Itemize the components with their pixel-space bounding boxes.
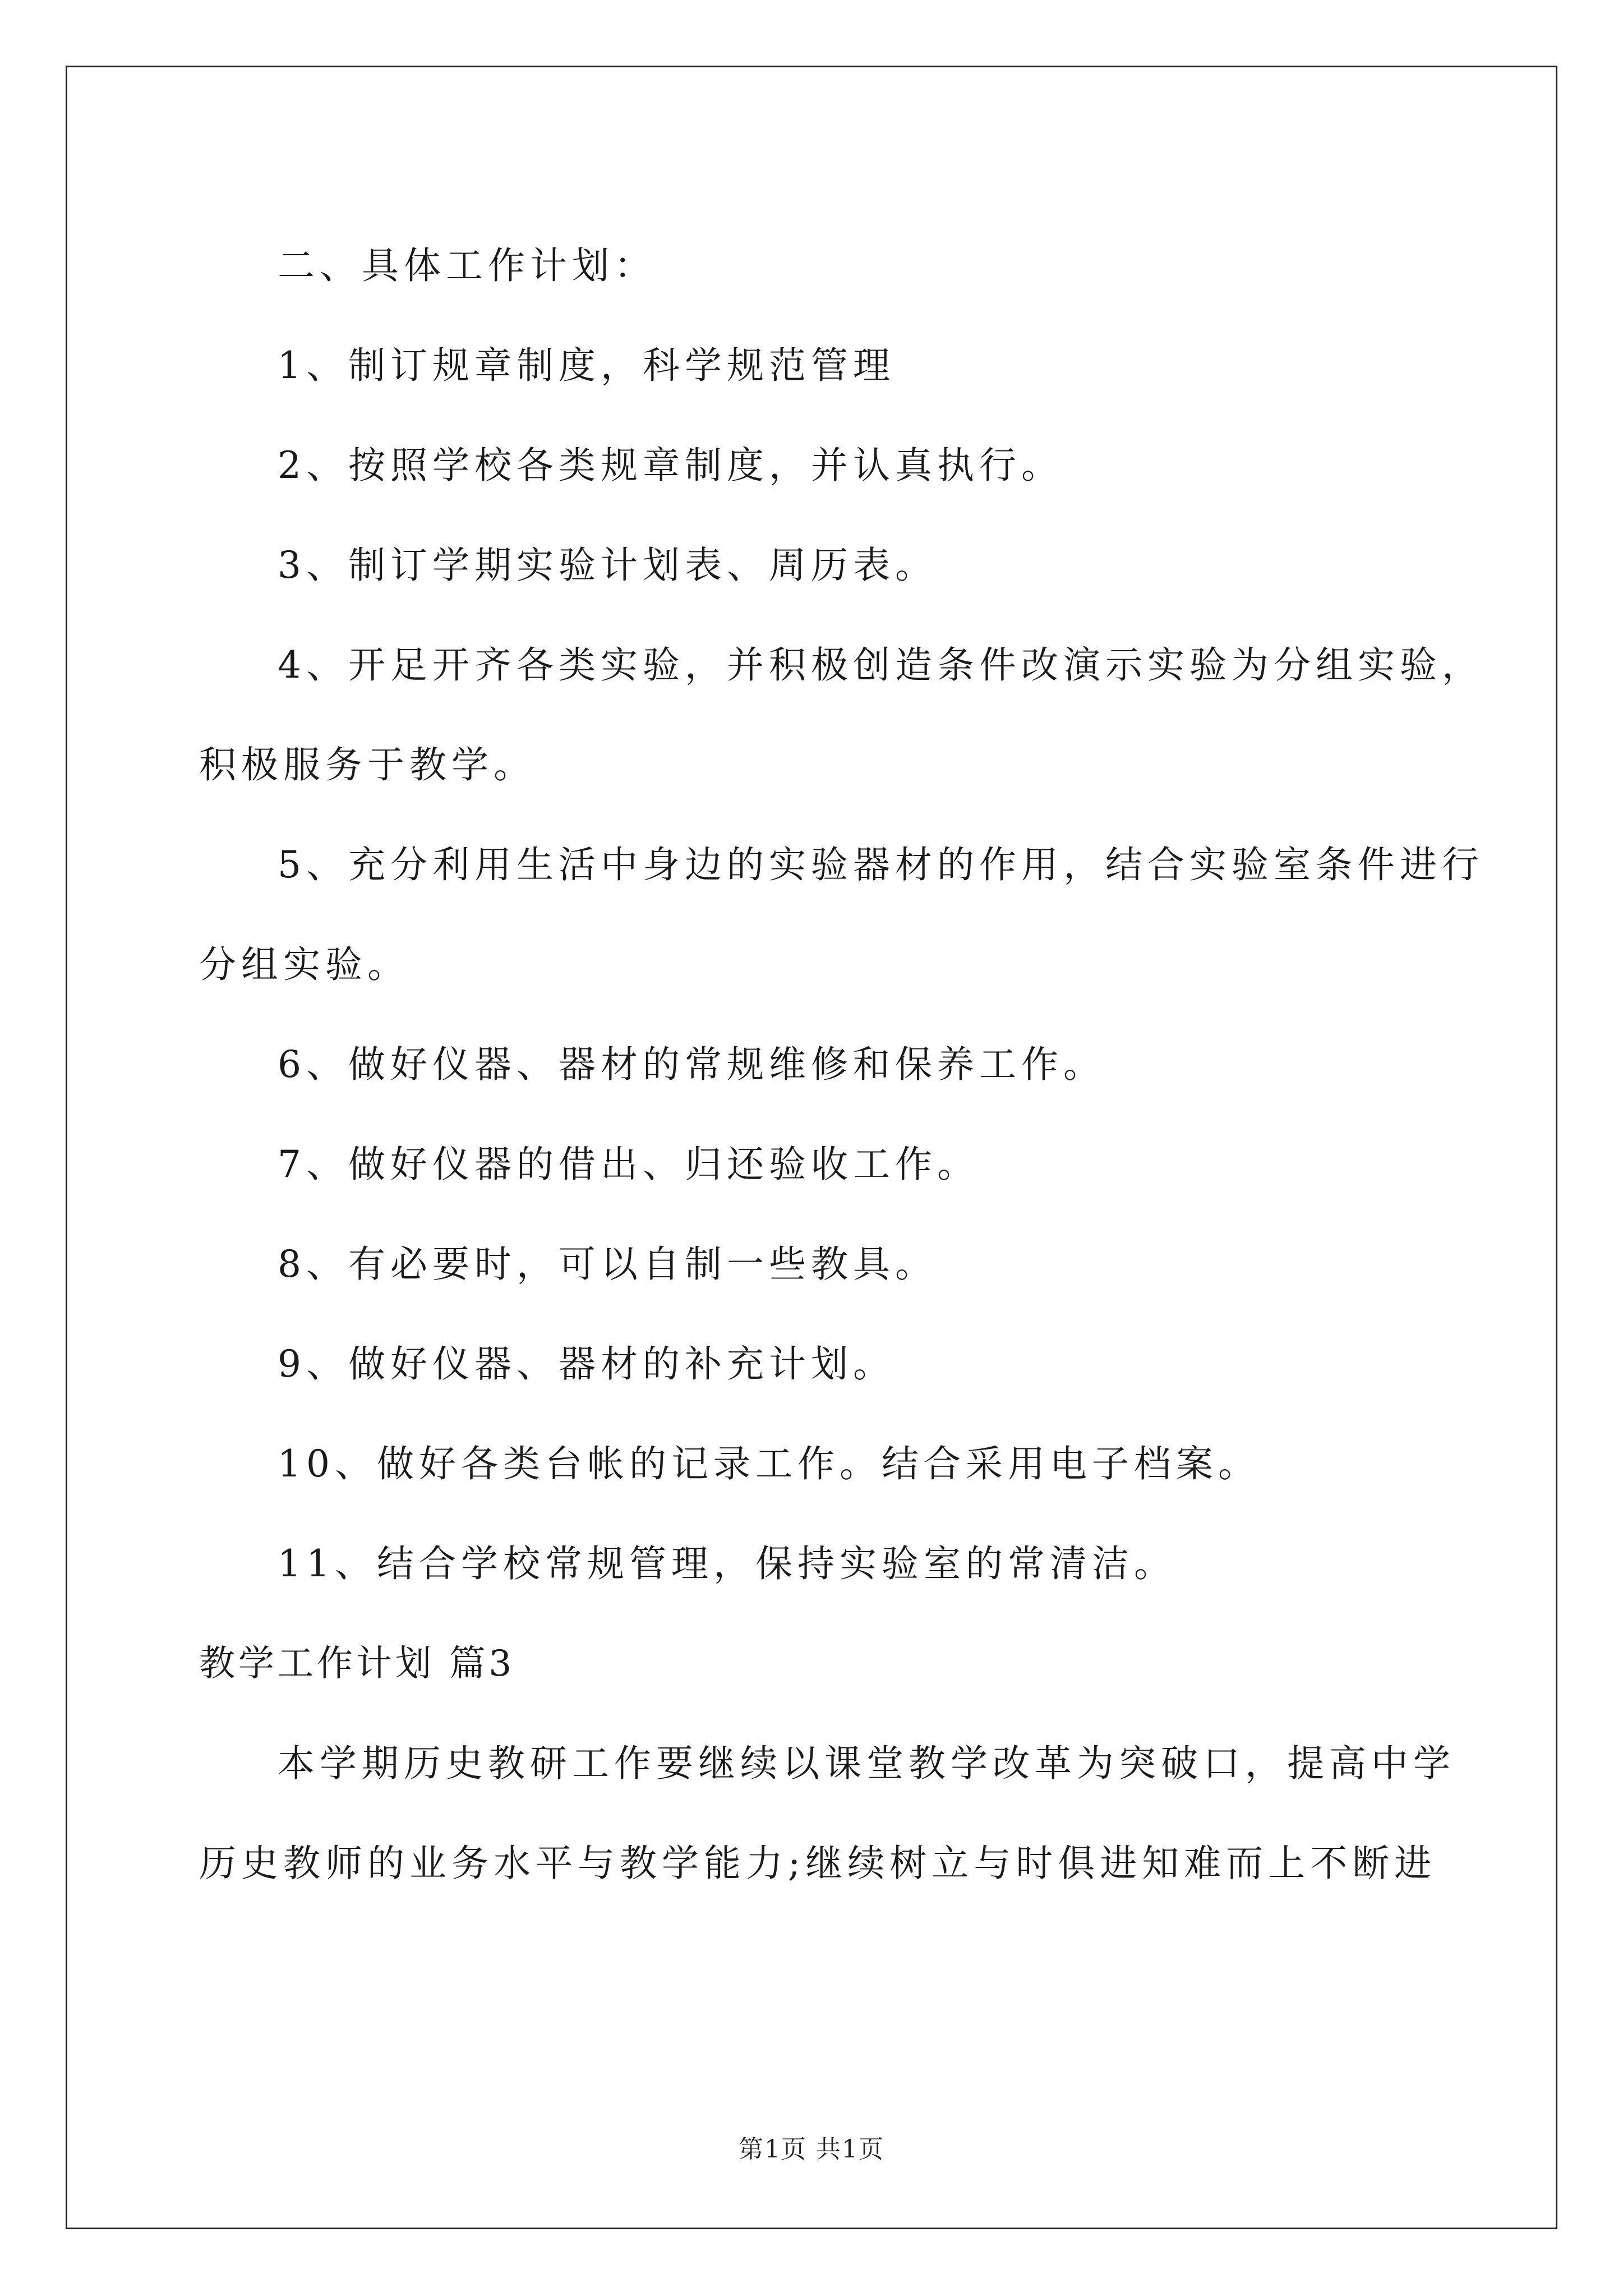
paragraph: 5、充分利用生活中身边的实验器材的作用，结合实验室条件进行	[278, 843, 1484, 886]
paragraph: 本学期历史教研工作要继续以课堂教学改革为突破口，提高中学	[278, 1742, 1455, 1785]
paragraph: 7、做好仪器的借出、归还验收工作。	[278, 1143, 979, 1186]
paragraph: 2、按照学校各类规章制度，并认真执行。	[278, 444, 1063, 487]
paragraph: 9、做好仪器、器材的补充计划。	[278, 1342, 895, 1386]
paragraph: 10、做好各类台帐的记录工作。结合采用电子档案。	[278, 1442, 1260, 1485]
paragraph: 历史教师的业务水平与教学能力;继续树立与时俱进知难而上不断进	[199, 1842, 1437, 1885]
paragraph: 8、有必要时，可以自制一些教具。	[278, 1243, 937, 1286]
document-body	[199, 216, 1484, 1913]
paragraph: 11、结合学校常规管理，保持实验室的常清洁。	[278, 1542, 1176, 1585]
section-heading: 教学工作计划 篇3	[199, 1643, 515, 1685]
paragraph: 二、具体工作计划：	[278, 244, 656, 287]
paragraph: 1、制订规章制度，科学规范管理	[278, 344, 895, 387]
paragraph: 积极服务于教学。	[199, 743, 536, 786]
paragraph: 4、开足开齐各类实验，并积极创造条件改演示实验为分组实验，	[278, 643, 1484, 687]
page-footer: 第1页 共1页	[739, 2135, 884, 2164]
paragraph: 6、做好仪器、器材的常规维修和保养工作。	[278, 1043, 1105, 1086]
paragraph: 3、制订学期实验计划表、周历表。	[278, 544, 937, 587]
paragraph: 分组实验。	[199, 943, 409, 986]
